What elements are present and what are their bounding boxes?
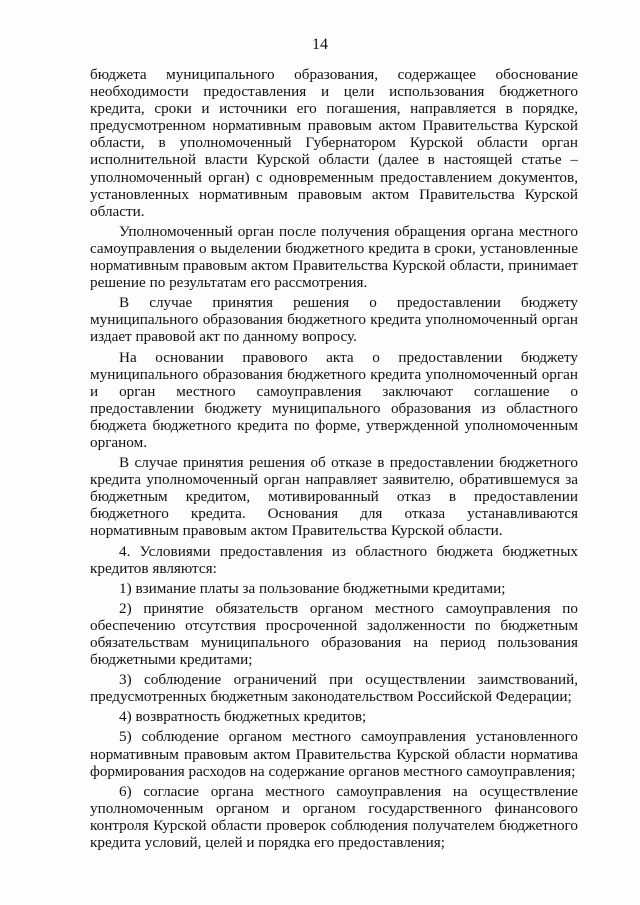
condition-item-6: 6) согласие органа местного самоуправления на осуществление уполномоченным органом и органом государственного финансового контроля Курской области проверок соблюдения получателем бюджетного кредита условий, целей и порядка его предоставления; [90,782,578,852]
document-body [90,66,578,851]
paragraph-conditions-heading: 4. Условиями предоставления из областного бюджета бюджетных кредитов являются: [90,542,578,577]
page-number: 14 [312,36,328,53]
paragraph-continuation: бюджета муниципального образования, содержащее обоснование необходимости предоставления и цели использования бюджетного кредита, сроки и источники его погашения, направляется в порядке, предусмотренном нормативным правовым актом Правительства Курской области, в уполномоченный Губернатором Курской области орган исполнительной власти Курской области (далее в настоящей статье – уполномоченный орган) с одновременным предоставлением документов, установленных нормативным правовым актом Правительства Курской области. [90,66,578,220]
paragraph-authority-review: Уполномоченный орган после получения обращения органа местного самоуправления о выделении бюджетного кредита в сроки, установленные нормативным правовым актом Правительства Курской области, принимает решение по результатам его рассмотрения. [90,222,578,292]
condition-item-3: 3) соблюдение ограничений при осуществлении заимствований, предусмотренных бюджетным законодательством Российской Федерации; [90,671,578,706]
condition-item-4: 4) возвратность бюджетных кредитов; [119,708,367,726]
condition-item-1: 1) взимание платы за пользование бюджетными кредитами; [119,579,506,597]
paragraph-agreement: На основании правового акта о предоставлении бюджету муниципального образования бюджетного кредита уполномоченный орган и орган местного самоуправления заключают соглашение о предоставлении бюджету муниципального образования из областного бюджета бюджетного кредита по форме, утвержденной уполномоченным органом. [90,348,578,451]
condition-item-5: 5) соблюдение органом местного самоуправления установленного нормативным правовым актом Правительства Курской области норматива формирования расходов на содержание органов местного самоуправления; [90,728,578,780]
paragraph-legal-act: В случае принятия решения о предоставлении бюджету муниципального образования бюджетного кредита уполномоченный орган издает правовой акт по данному вопросу. [90,294,578,346]
paragraph-refusal: В случае принятия решения об отказе в предоставлении бюджетного кредита уполномоченный орган направляет заявителю, обратившемуся за бюджетным кредитом, мотивированный отказ в предоставлении бюджетного кредита. Основания для отказа устанавливаются нормативным правовым актом Правительства Курской области. [90,454,578,540]
condition-item-2: 2) принятие обязательств органом местного самоуправления по обеспечению отсутствия просроченной задолженности по бюджетным обязательствам муниципального образования на период пользования бюджетными кредитами; [90,599,578,669]
